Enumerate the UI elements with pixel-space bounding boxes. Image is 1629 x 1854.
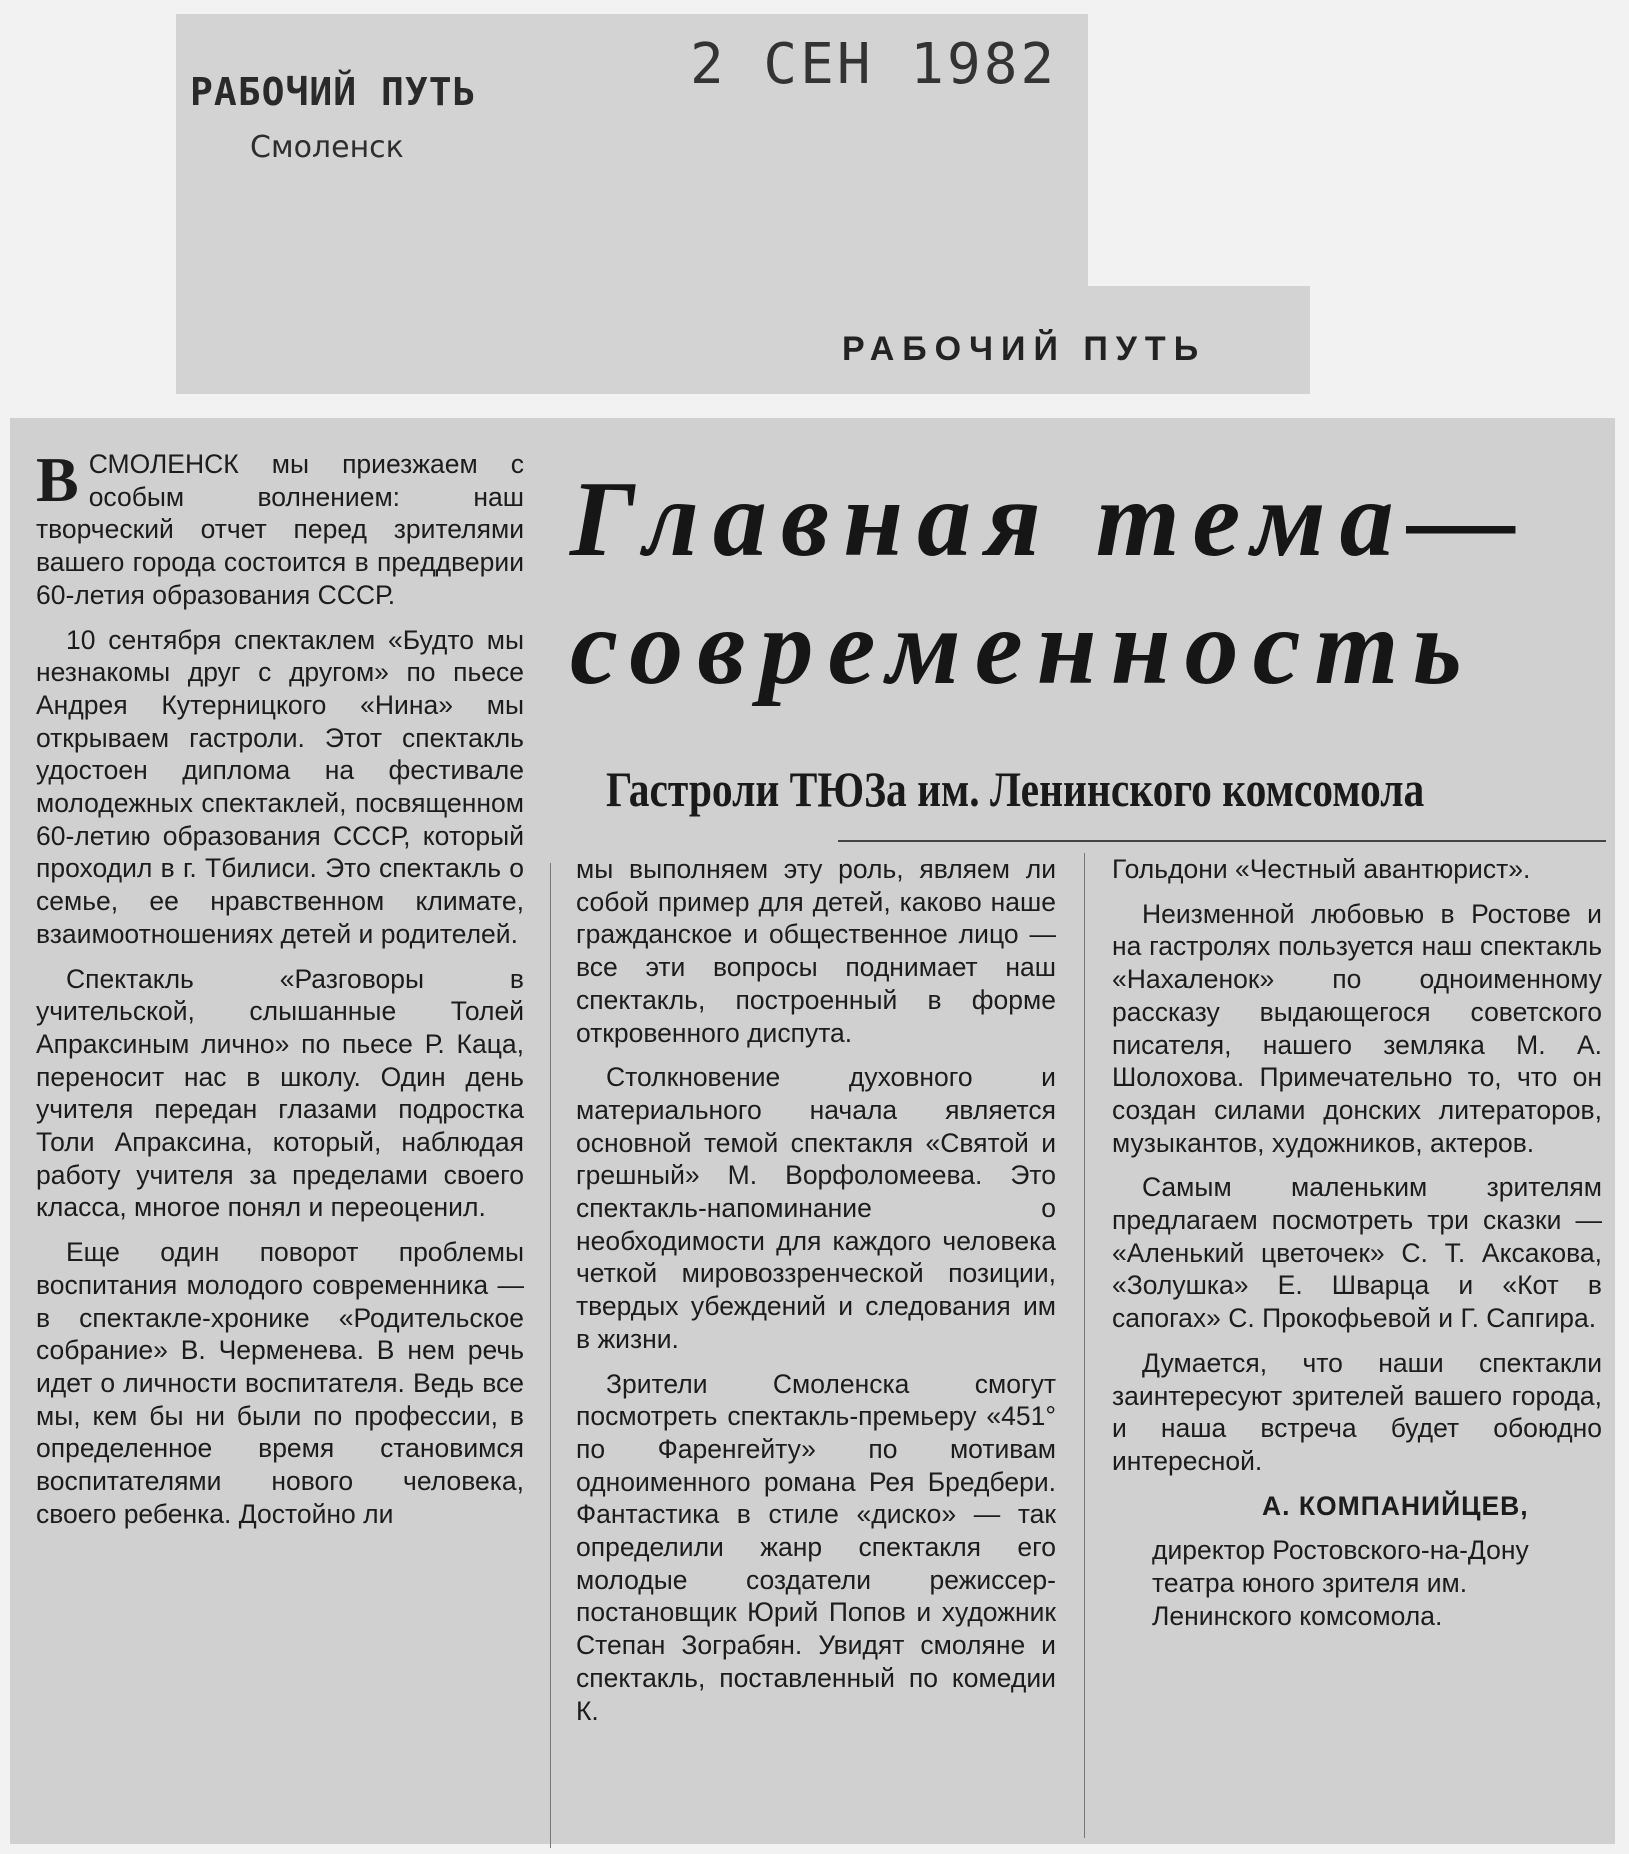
stamp-city: Смоленск [250,130,404,165]
column-divider-2 [1084,853,1085,1838]
article-column-3 [1112,853,1602,1632]
stamp-date: 2 СЕН 1982 [690,32,1058,97]
column-divider-1 [550,863,551,1848]
headline-line-2: современность [570,588,1476,707]
stamp-newspaper-name: РАБОЧИЙ ПУТЬ [190,70,477,114]
author-role: директор Ростовского-на-Дону театра юного зрителя им. Ленинского комсомола. [1152,1535,1529,1631]
headline-line-1: Главная тема— [570,460,1530,579]
stamp-paper-notch [1088,14,1310,286]
article-column-2 [576,853,1056,1727]
paragraph: Спектакль «Разговоры в учительской, слышанные Толей Апраксиным лично» по пьесе Р. Каца, переносит нас в школу. Один день учителя передан глазами подростка Толи Апраксина, который, наблюдая работу учителя за пределами своего класса, многое понял и переоценил. [36,963,524,1223]
author-signature: А. КОМПАНИЙЦЕВ, [1262,1490,1529,1521]
subhead-rule [838,840,1606,842]
paragraph: Зрители Смоленска смогут посмотреть спектакль-премьеру «451° по Фаренгейту» по мотивам одноименного романа Рея Бредбери. Фантастика в стиле «диско» — так определили жанр спектакля его молодые создатели режиссер-постановщик Юрий Попов и художник Степан Зограбян. Увидят смоляне и спектакль, поставленный по комедии К. [576,1368,1056,1726]
article-subheadline: Гастроли ТЮЗа им. Ленинского комсомола [606,761,1425,817]
paragraph: Гольдони «Честный авантюрист». [1112,854,1531,884]
article-headline [570,456,1610,712]
paragraph: мы выполняем эту роль, являем ли собой пример для детей, каково наше гражданское и общественное лицо — все эти вопросы поднимает наш спектакль, построенный в форме откровенного диспута. [576,854,1056,1048]
paragraph: Еще один поворот проблемы воспитания молодого современника — в спектакле-хронике «Родительское собрание» В. Черменева. В нем речь идет о личности воспитателя. Ведь все мы, кем бы ни были по профессии, в определенное время становимся воспитателями нового человека, своего ребенка. Достойно ли [36,1237,524,1529]
paragraph [36,444,524,612]
article-column-1 [36,444,524,1531]
newspaper-masthead: РАБОЧИЙ ПУТЬ [842,330,1207,368]
paragraph: Столкновение духовного и материального начала является основной темой спектакля «Святой и грешный» М. Ворфоломеева. Это спектакль-напоминание о необходимости для каждого человека четкой мировоззренческой позиции, твердых убеждений и следования им в жизни. [576,1062,1056,1354]
paragraph: Неизменной любовью в Ростове и на гастролях пользуется наш спектакль «Нахаленок» по одноименному рассказу выдающегося советского писателя, нашего земляка М. А. Шолохова. Примечательно то, что он создан силами донских литераторов, музыкантов, художников, актеров. [1112,898,1602,1158]
paragraph: Самым маленьким зрителям предлагаем посмотреть три сказки — «Аленький цветочек» С. Т. Аксакова, «Золушка» Е. Шварца и «Кот в сапогах» С. Прокофьевой и Г. Сапгира. [1112,1172,1602,1334]
paragraph-text: СМОЛЕНСК мы приезжаем с особым волнением: наш творческий отчет перед зрителями вашего города состоится в преддверии 60-летия образования СССР. [36,449,524,610]
paragraph: 10 сентября спектаклем «Будто мы незнакомы друг с другом» по пьесе Андрея Кутерницкого «Нина» мы открываем гастроли. Этот спектакль удостоен диплома на фестивале молодежных спектаклей, посвященном 60-летию образования СССР, который проходил в г. Тбилиси. Это спектакль о семье, ее нравственном климате, взаимоотношениях детей и родителей. [36,624,524,949]
drop-cap: В [36,444,79,515]
paragraph: Думается, что наши спектакли заинтересуют зрителей вашего города, и наша встреча будет обоюдно интересной. [1112,1347,1602,1476]
